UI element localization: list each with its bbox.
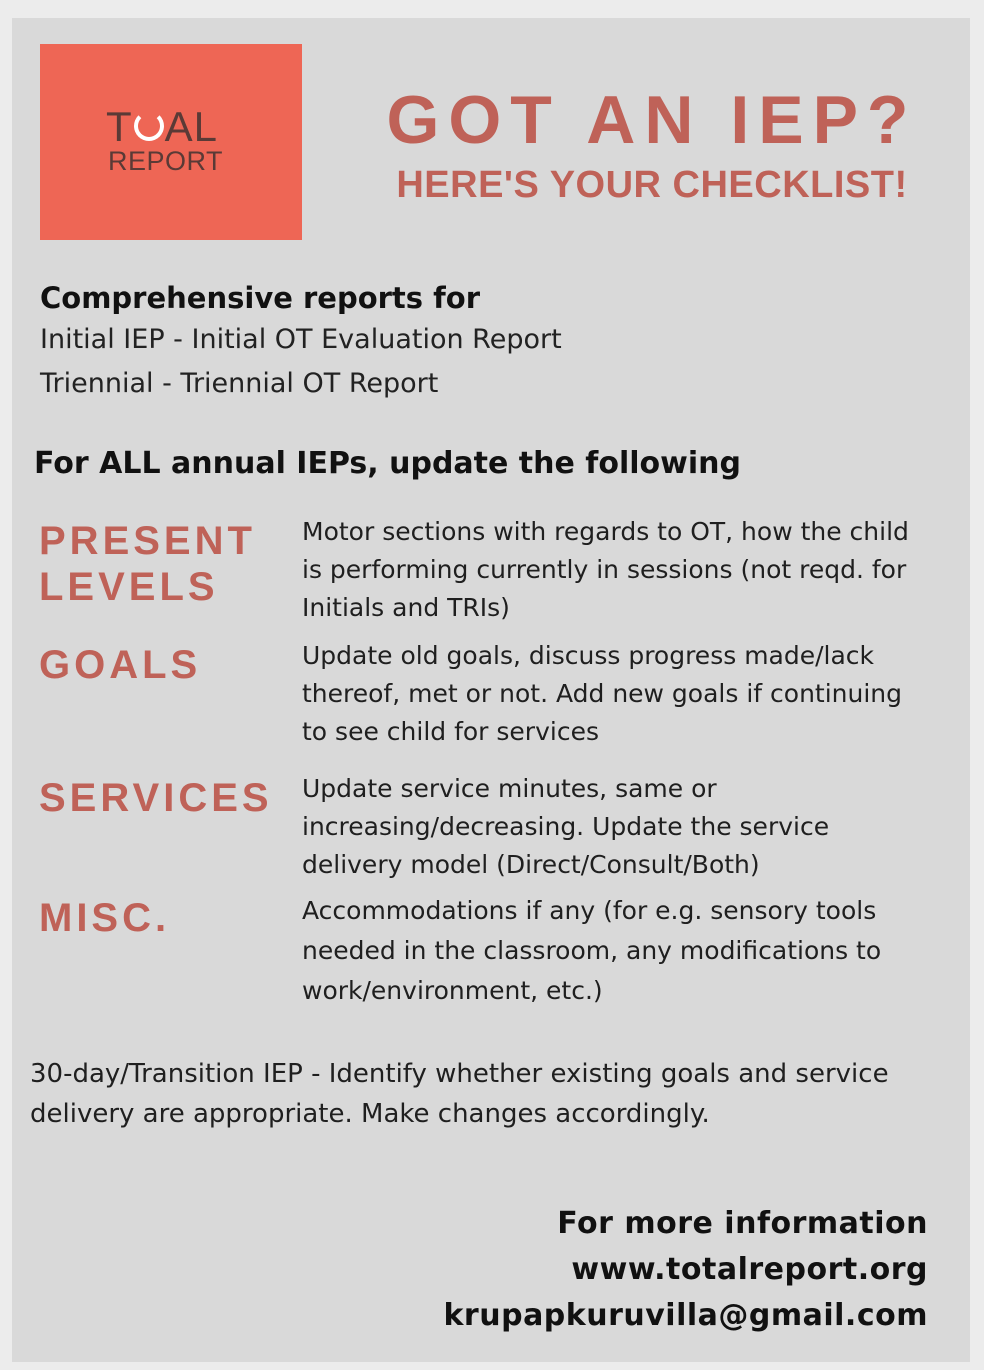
o-ring-icon (134, 111, 164, 141)
logo-wordmark-top (106, 103, 219, 150)
comprehensive-line-initial: Initial IEP - Initial OT Evaluation Report (40, 324, 562, 355)
transition-iep-note: 30-day/Transition IEP - Identify whether existing goals and service delivery are appropriate. Make changes accordingly. (30, 1059, 889, 1129)
logo-letters-al: AL (164, 103, 219, 150)
section-label-services (39, 775, 273, 821)
section-label-line: GOALS (39, 643, 202, 687)
section-label-goals (39, 642, 201, 688)
more-info-heading: For more information (557, 1206, 928, 1241)
website-link[interactable]: www.totalreport.org (571, 1252, 928, 1287)
total-report-logo (40, 44, 302, 240)
logo-wordmark-bottom: REPORT (108, 146, 224, 176)
section-desc-goals: Update old goals, discuss progress made/lack thereof, met or not. Add new goals if continuing to see child for services (302, 641, 903, 746)
checklist-card (12, 18, 970, 1362)
section-label-line: SERVICES (39, 776, 273, 820)
comprehensive-line-triennial: Triennial - Triennial OT Report (40, 368, 439, 399)
section-desc-present-levels: Motor sections with regards to OT, how the child is performing currently in sessions (not reqd. for Initials and TRIs) (302, 517, 909, 622)
section-label-line: PRESENT (39, 519, 256, 563)
logo-letter-t: T (106, 103, 133, 150)
section-desc-misc: Accommodations if any (for e.g. sensory tools needed in the classroom, any modifications to work/environment, etc.) (302, 896, 882, 1005)
section-label-misc (39, 895, 170, 941)
section-label-line: LEVELS (39, 565, 219, 609)
email-link[interactable]: krupapkuruvilla@gmail.com (443, 1298, 928, 1333)
page-title: GOT AN IEP? (386, 82, 918, 158)
page-subtitle: HERE'S YOUR CHECKLIST! (396, 164, 908, 206)
comprehensive-heading: Comprehensive reports for (40, 281, 480, 315)
section-label-present-levels (39, 518, 256, 610)
section-desc-services: Update service minutes, same or increasing/decreasing. Update the service delivery model (Direct/Consult/Both) (302, 774, 830, 879)
section-label-line: MISC. (39, 896, 171, 940)
annual-heading: For ALL annual IEPs, update the following (34, 446, 741, 481)
